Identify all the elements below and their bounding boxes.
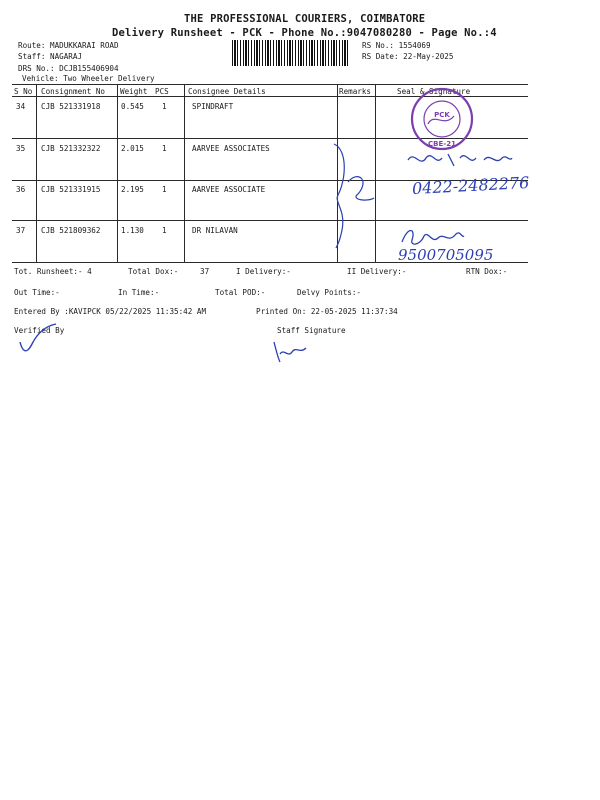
table-row-pcs: 1 <box>162 185 167 194</box>
header-pcs: PCS <box>155 87 169 96</box>
row-divider <box>12 220 528 221</box>
table-row-consignee: SPINDRAFT <box>192 102 234 111</box>
verified-tick-mark <box>16 322 58 358</box>
out-time: Out Time:- <box>14 288 60 297</box>
table-row-pcs: 1 <box>162 102 167 111</box>
handwritten-name-scribble <box>404 146 514 172</box>
ii-delivery: II Delivery:- <box>347 267 407 276</box>
table-row-consignment: CJB 521809362 <box>41 226 101 235</box>
col-divider <box>117 84 118 262</box>
delvy-points: Delvy Points:- <box>297 288 362 297</box>
route-label: Route: MADUKKARAI ROAD <box>18 41 119 50</box>
company-title: THE PROFESSIONAL COURIERS, COIMBATORE <box>184 13 426 25</box>
col-divider <box>184 84 185 262</box>
entered-by: Entered By :KAVIPCK 05/22/2025 11:35:42 AM <box>14 307 207 316</box>
table-row-consignment: CJB 521331918 <box>41 102 101 111</box>
table-row-consignment: CJB 521331915 <box>41 185 101 194</box>
barcode-image <box>232 40 350 66</box>
table-row-weight: 1.130 <box>121 226 144 235</box>
vehicle-label: Vehicle: Two Wheeler Delivery <box>22 74 155 83</box>
table-row-consignee: DR NILAVAN <box>192 226 238 235</box>
stamp-bottom-text: CBE-21 <box>428 140 456 148</box>
table-row-sno: 35 <box>16 144 26 153</box>
runsheet-subtitle: Delivery Runsheet - PCK - Phone No.:9047080280 - Page No.:4 <box>112 27 497 39</box>
table-row-weight: 2.015 <box>121 144 144 153</box>
rtn-dox: RTN Dox:- <box>466 267 508 276</box>
stamp-center-text: PCK <box>434 111 450 119</box>
seal-stamp <box>404 84 484 152</box>
header-sno: S No <box>14 87 33 96</box>
header-consignment: Consignment No <box>41 87 106 96</box>
table-row-sno: 36 <box>16 185 26 194</box>
verified-by: Verified By <box>14 326 65 335</box>
header-consignee: Consignee Details <box>188 87 266 96</box>
staff-label: Staff: NAGARAJ <box>18 52 83 61</box>
staff-signature-scribble <box>270 336 310 366</box>
total-dox-value: 37 <box>200 267 210 276</box>
header-weight: Weight <box>120 87 148 96</box>
handwritten-bracket <box>328 140 378 250</box>
printed-on: Printed On: 22-05-2025 11:37:34 <box>256 307 398 316</box>
table-row-sno: 34 <box>16 102 26 111</box>
drs-number: DRS No.: DCJB155406904 <box>18 64 119 73</box>
in-time: In Time:- <box>118 288 160 297</box>
header-seal: Seal & Signature <box>397 87 471 96</box>
total-pod: Total POD:- <box>215 288 266 297</box>
table-row-pcs: 1 <box>162 144 167 153</box>
table-row-weight: 2.195 <box>121 185 144 194</box>
col-divider <box>36 84 37 262</box>
staff-signature: Staff Signature <box>277 326 346 335</box>
table-row-weight: 0.545 <box>121 102 144 111</box>
total-dox-label: Total Dox:- <box>128 267 179 276</box>
table-row-pcs: 1 <box>162 226 167 235</box>
rs-number: RS No.: 1554069 <box>362 41 431 50</box>
rs-date: RS Date: 22-May-2025 <box>362 52 454 61</box>
handwritten-phone-2: 9500705095 <box>398 246 494 264</box>
table-row-consignment: CJB 521332322 <box>41 144 101 153</box>
table-row-consignee: AARVEE ASSOCIATES <box>192 144 270 153</box>
table-row-sno: 37 <box>16 226 26 235</box>
table-row-consignee: AARVEE ASSOCIATE <box>192 185 266 194</box>
i-delivery: I Delivery:- <box>236 267 291 276</box>
header-remarks: Remarks <box>339 87 372 96</box>
handwritten-phone-1: 0422-2482276 <box>411 172 530 199</box>
total-runsheet: Tot. Runsheet:- 4 <box>14 267 92 276</box>
